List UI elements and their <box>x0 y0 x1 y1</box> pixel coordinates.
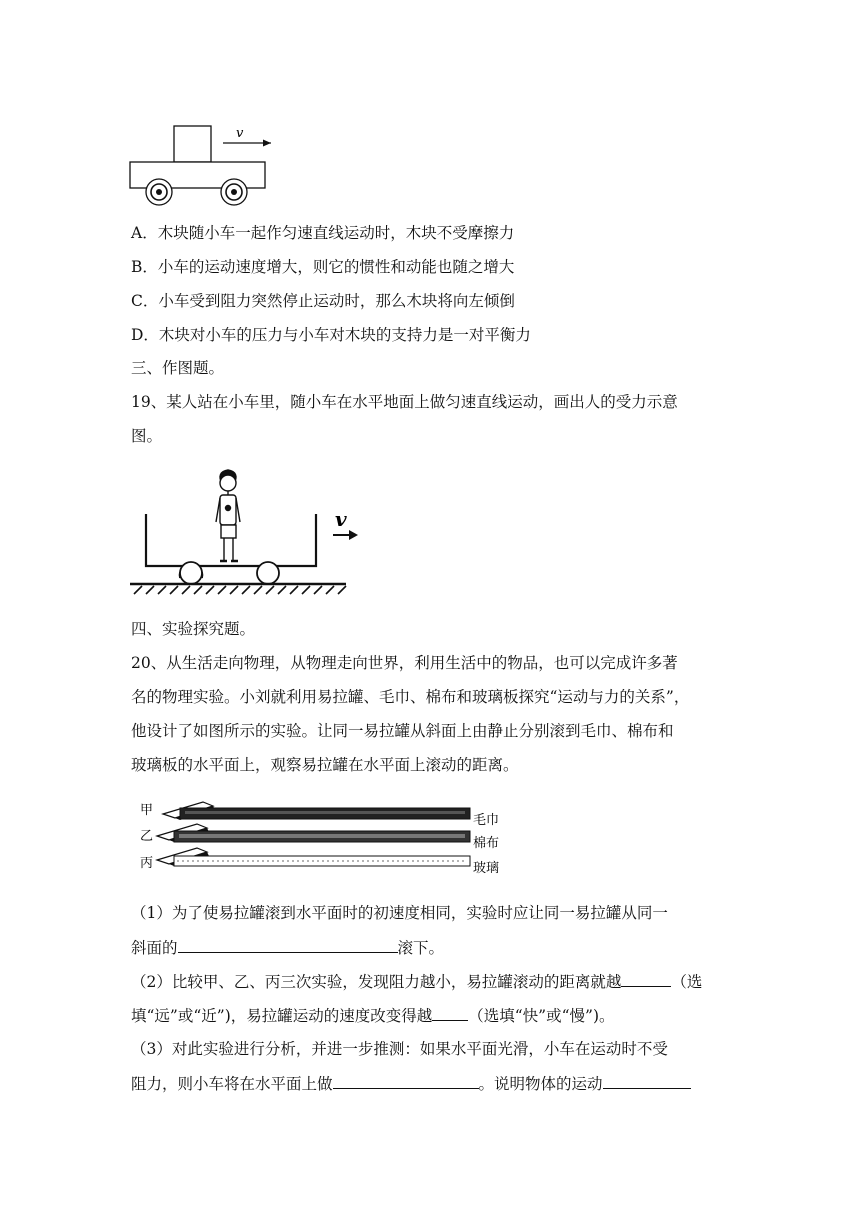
wooden-block <box>174 126 211 162</box>
ramp-row-cotton <box>140 824 499 851</box>
q20-line-2: 名的物理实验。小刘就利用易拉罐、毛巾、棉布和玻璃板探究“运动与力的关系”， <box>131 688 690 706</box>
ramp-row-glass <box>140 848 499 876</box>
answer-blank-4[interactable] <box>333 1072 479 1089</box>
svg-text:丙: 丙 <box>140 856 154 871</box>
velocity-label: v <box>236 126 244 141</box>
sub2-line2-prefix: 填“远”或“近”)，易拉罐运动的速度改变得越 <box>131 1007 433 1025</box>
q20-sub1-line-1: （1）为了使易拉罐滚到水平面时的初速度相同，实验时应让同一易拉罐从同一 <box>131 904 668 922</box>
answer-blank-5[interactable] <box>603 1072 691 1089</box>
cart-block-figure <box>128 120 273 210</box>
answer-blank-3[interactable] <box>432 1004 468 1021</box>
q20-sub3-line-1: （3）对此实验进行分析，并进一步推测：如果水平面光滑，小车在运动时不受 <box>131 1040 668 1058</box>
option-d: D．木块对小车的压力与小车对木块的支持力是一对平衡力 <box>131 326 531 344</box>
person-cart-figure <box>128 462 368 597</box>
q20-sub1-line-2 <box>131 936 444 959</box>
section-3-title: 三、作图题。 <box>131 359 225 377</box>
q20-line-3: 他设计了如图所示的实验。让同一易拉罐从斜面上由静止分别滚到毛巾、棉布和 <box>131 722 674 740</box>
sub2-prefix: （2）比较甲、乙、丙三次实验，发现阻力越小，易拉罐滚动的距离就越 <box>131 973 622 991</box>
ground <box>130 584 346 594</box>
option-b: B．小车的运动速度增大，则它的惯性和动能也随之增大 <box>131 258 515 276</box>
sub1-prefix: 斜面的 <box>131 939 178 957</box>
q20-line-1: 20、从生活走向物理，从物理走向世界，利用生活中的物品，也可以完成许多著 <box>131 654 678 672</box>
answer-blank-2[interactable] <box>621 970 671 987</box>
answer-blank-1[interactable] <box>178 936 398 953</box>
person <box>216 470 240 561</box>
cart-wheel-left <box>146 179 172 205</box>
svg-text:乙: 乙 <box>140 829 154 844</box>
person-cart-velocity <box>333 507 358 540</box>
sub2-mid: （选 <box>671 973 703 991</box>
sub1-suffix: 滚下。 <box>397 939 445 957</box>
section-4-title: 四、实验探究题。 <box>131 620 256 638</box>
svg-text:玻璃: 玻璃 <box>473 861 500 876</box>
option-c: C．小车受到阻力突然停止运动时，那么木块将向左倾倒 <box>131 292 515 310</box>
q19-line-2: 图。 <box>131 427 163 445</box>
q20-line-4: 玻璃板的水平面上，观察易拉罐在水平面上滚动的距离。 <box>131 756 519 774</box>
ramp-experiment-figure <box>135 798 535 880</box>
velocity-label: v <box>335 507 347 531</box>
q20-sub3-line-2 <box>131 1072 691 1095</box>
svg-text:甲: 甲 <box>140 803 154 818</box>
sub2-suffix: （选填“快”或“慢”)。 <box>468 1007 615 1025</box>
sub3-mid: 。说明物体的运动 <box>478 1075 603 1093</box>
option-a: A．木块随小车一起作匀速直线运动时，木块不受摩擦力 <box>131 224 515 242</box>
q19-line-1: 19、某人站在小车里，随小车在水平地面上做匀速直线运动，画出人的受力示意 <box>131 393 678 411</box>
cart-wheel-right <box>221 179 247 205</box>
svg-text:毛巾: 毛巾 <box>473 813 500 828</box>
sub3-prefix: 阻力，则小车将在水平面上做 <box>131 1075 333 1093</box>
q20-sub2-line-2 <box>131 1004 615 1027</box>
svg-text:棉布: 棉布 <box>473 836 500 851</box>
q20-sub2-line-1 <box>131 970 702 993</box>
ramp-row-towel <box>140 802 499 828</box>
